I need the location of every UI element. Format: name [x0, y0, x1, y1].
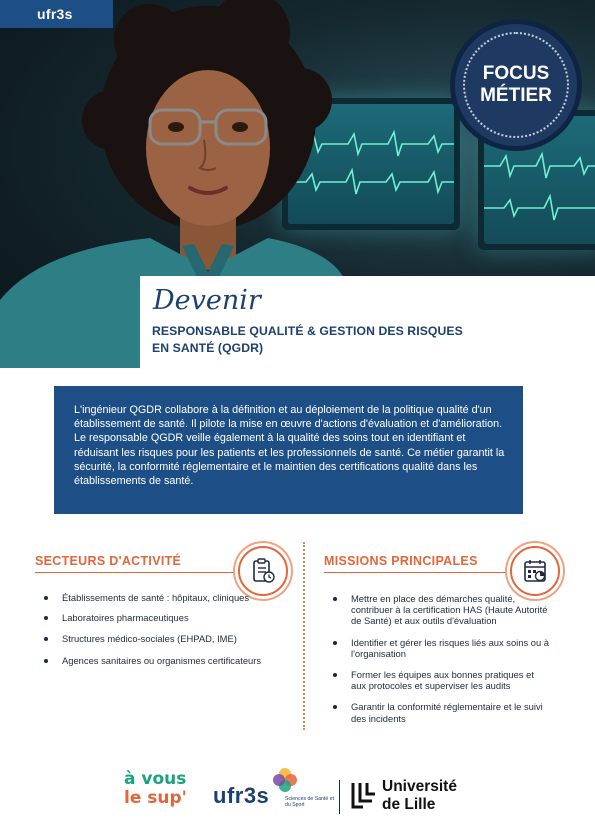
universite-de-lille-logo: [382, 778, 457, 814]
missions-list: [351, 593, 561, 724]
job-title-line2: EN SANTÉ (QGDR): [152, 341, 264, 355]
badge-line2: MÉTIER: [480, 85, 552, 106]
sectors-heading: SECTEURS D'ACTIVITÉ: [35, 554, 182, 568]
missions-heading-underline: [324, 572, 514, 573]
intro-box: [54, 386, 523, 514]
lille-line2: de Lille: [382, 796, 436, 813]
universite-de-lille-mark-icon: [350, 781, 378, 811]
lille-line1: Université: [382, 778, 457, 795]
list-item: Agences sanitaires ou organismes certificateurs: [62, 655, 292, 666]
ufr3s-logo: ufr3s: [213, 783, 270, 808]
missions-heading: MISSIONS PRINCIPALES: [324, 554, 478, 568]
ufr3s-subtitle: Sciences de Santé et du Sport: [285, 796, 335, 808]
job-title: [152, 323, 552, 357]
list-item: Mettre en place des démarches qualité, contribuer à la certification HAS (Haute Autorité de Santé) et aux outils d'évaluation: [351, 593, 551, 627]
list-item: Garantir la conformité réglementaire et le suivi des incidents: [351, 701, 556, 723]
ufr3s-tab-logo: ufr3s: [0, 0, 113, 28]
column-divider: [303, 542, 305, 730]
list-item: Structures médico-sociales (EHPAD, IME): [62, 633, 262, 644]
a-vous-line1: à vous: [124, 769, 187, 789]
sectors-list: [62, 592, 262, 666]
list-item: Établissements de santé : hôpitaux, cliniques: [62, 592, 262, 603]
intro-paragraph-1: L'ingénieur QGDR collabore à la définition et au déploiement de la politique qualité d'un établissement de santé. Il pilote la mise en œuvre d'actions d'évaluation et d'amélioration.: [74, 404, 503, 431]
sectors-heading-underline: [35, 572, 241, 573]
a-vous-le-sup-logo: [124, 770, 194, 808]
a-vous-line2: le sup': [124, 788, 187, 808]
job-title-line1: RESPONSABLE QUALITÉ & GESTION DES RISQUES: [152, 324, 463, 338]
ufr3s-flower-icon: [272, 767, 298, 793]
title-card: [140, 276, 595, 368]
intro-paragraph-2: Le responsable QGDR veille également à la qualité des soins tout en identifiant et réduisant les risques pour les patients et les professionnels de santé. Ce métier garantit la sécurité, la conformité réglementaire et le maintien des certifications qualité dans les établissements de santé.: [74, 432, 505, 488]
list-item: Former les équipes aux bonnes pratiques et aux protocoles et superviser les audits: [351, 669, 551, 691]
focus-metier-badge: [453, 22, 579, 148]
title-devenir: Devenir: [153, 285, 261, 316]
logo-separator: [339, 780, 340, 814]
list-item: Laboratoires pharmaceutiques: [62, 612, 262, 623]
calendar-chart-icon: [510, 546, 560, 596]
list-item: Identifier et gérer les risques liés aux soins ou à l'organisation: [351, 637, 561, 659]
badge-line1: FOCUS: [482, 63, 550, 84]
clipboard-checklist-icon: [238, 546, 288, 596]
